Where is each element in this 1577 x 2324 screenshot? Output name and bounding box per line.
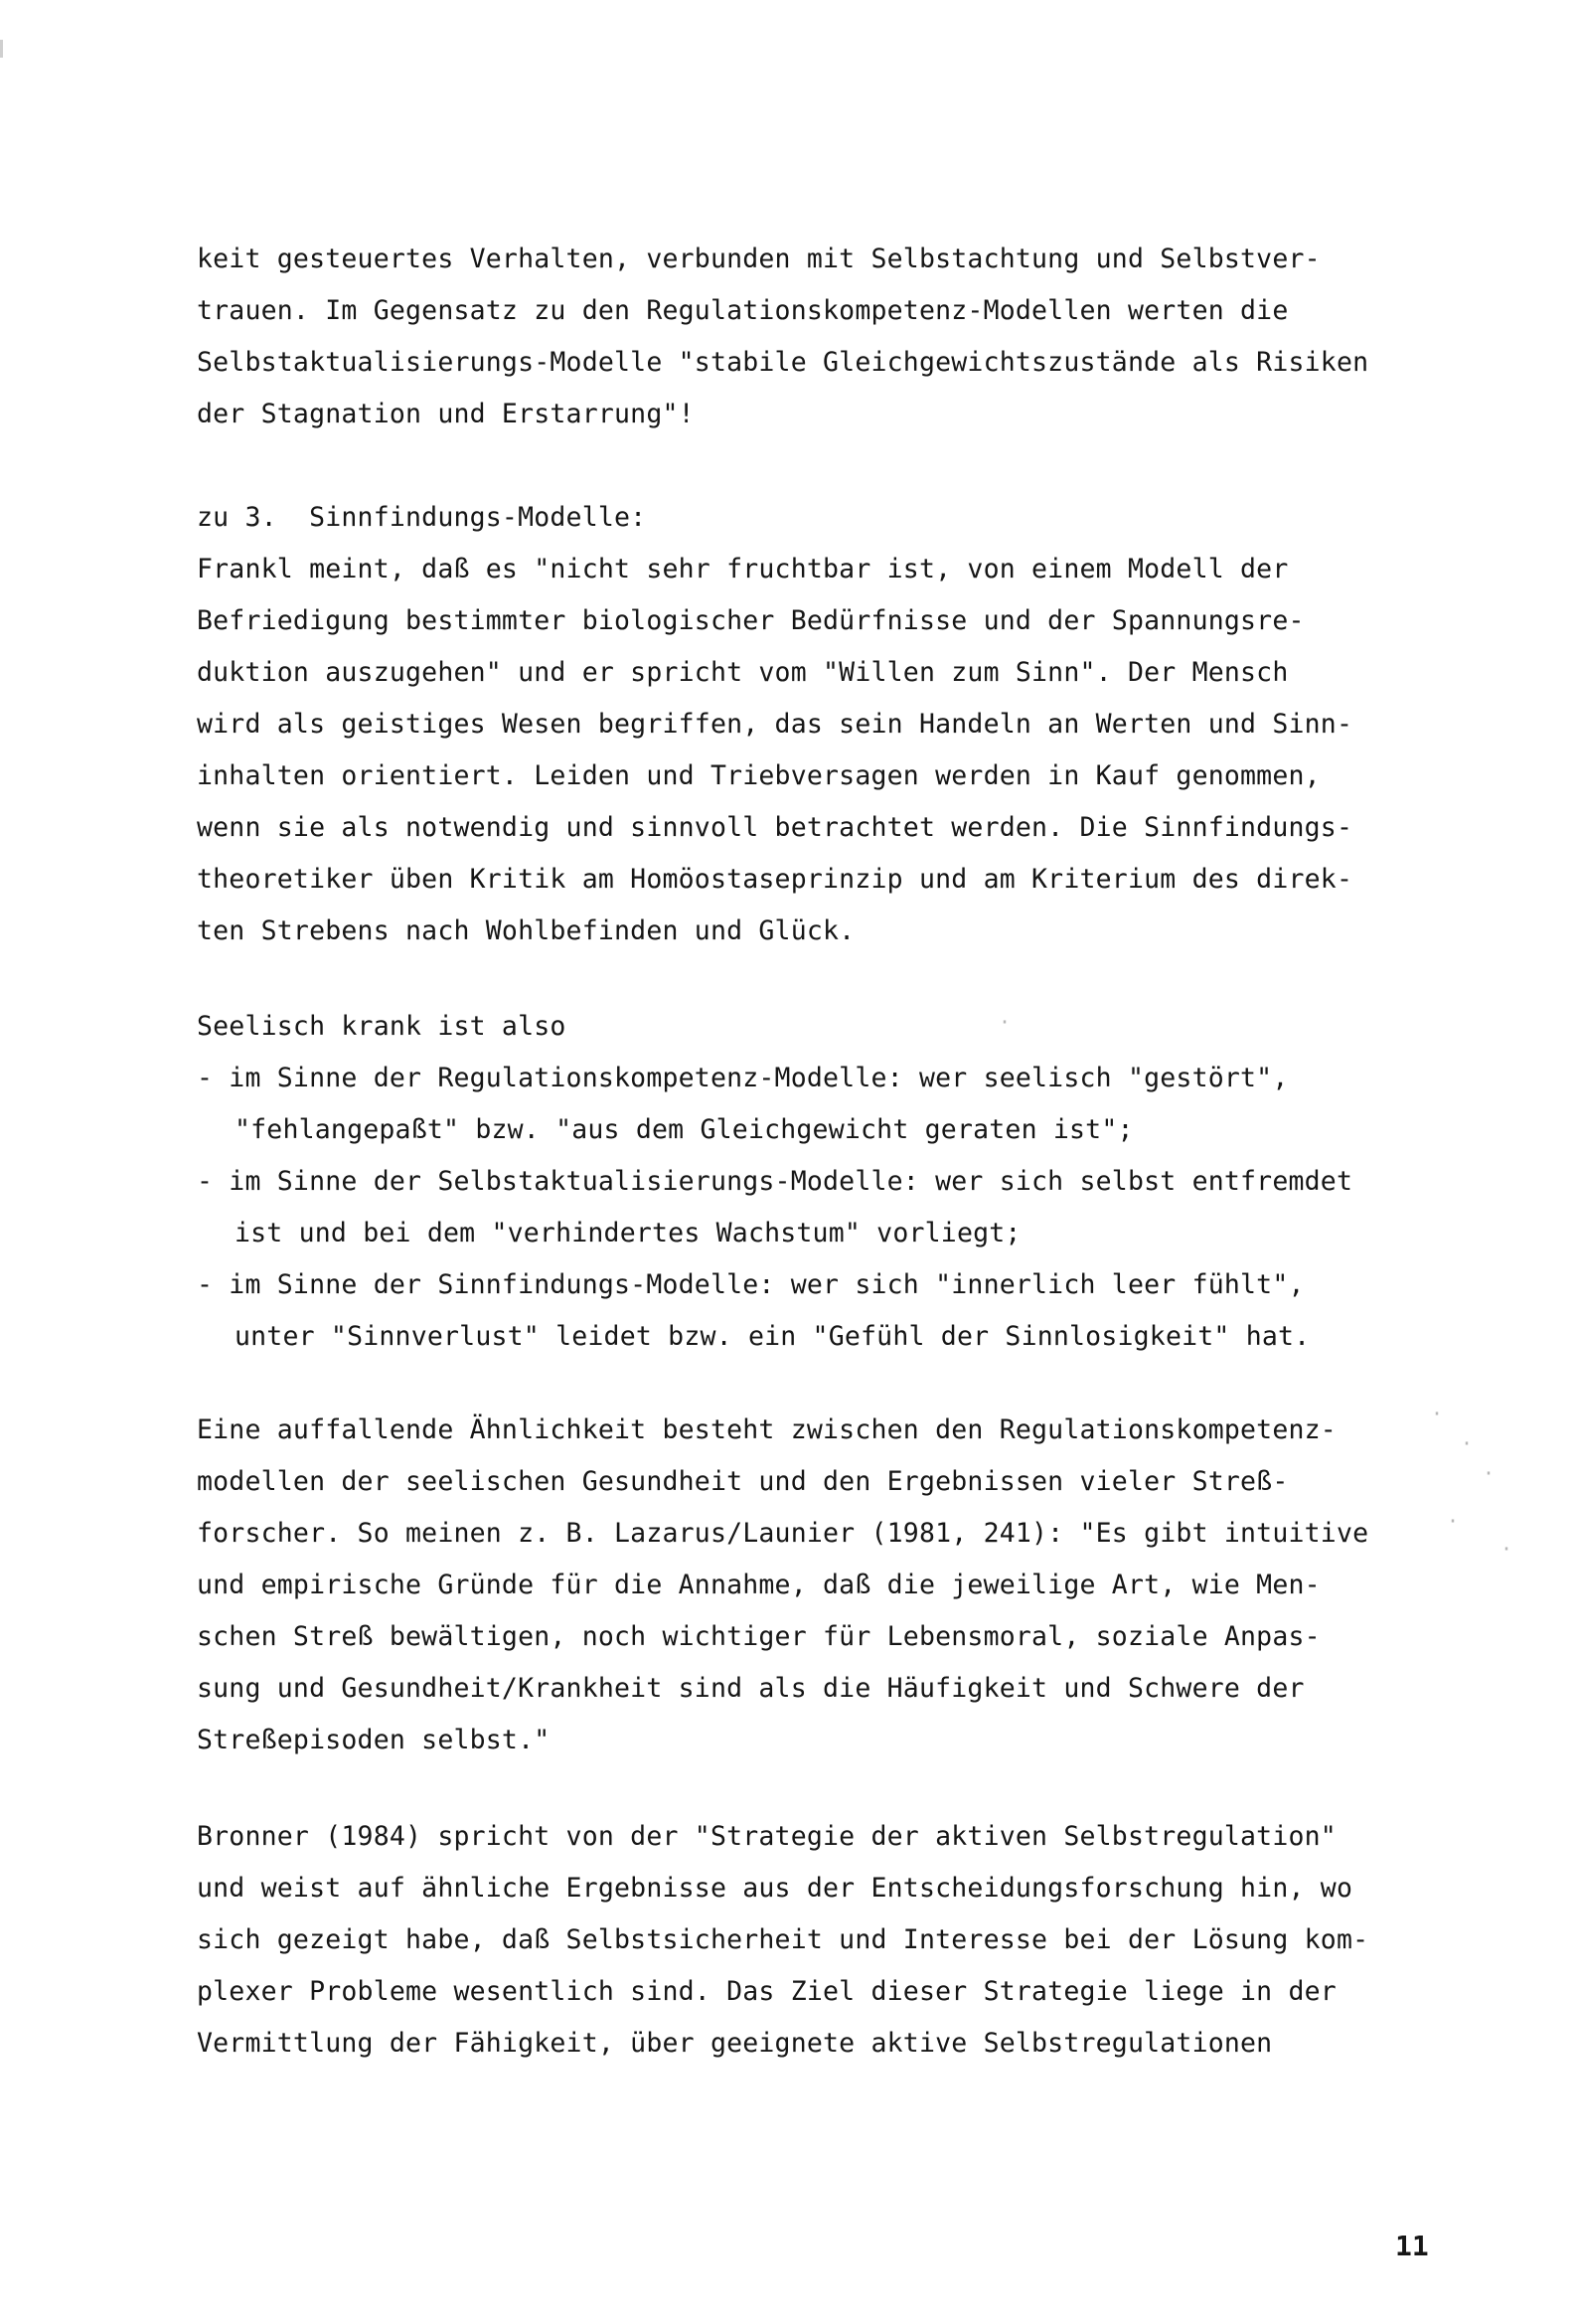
scan-speck: · — [999, 1010, 1012, 1034]
scan-speck: · — [1447, 1509, 1460, 1533]
list-item-continuation: unter "Sinnverlust" leidet bzw. ein "Gefühl der Sinnlosigkeit" hat. — [235, 1321, 1311, 1352]
list-item: - im Sinne der Regulationskompetenz-Modelle: wer seelisch "gestört", — [197, 1063, 1289, 1093]
text-line: Frankl meint, daß es "nicht sehr fruchtbar ist, von einem Modell der — [197, 554, 1289, 584]
list-item: - im Sinne der Selbstaktualisierungs-Modelle: wer sich selbst entfremdet — [197, 1166, 1353, 1197]
text-line: Selbstaktualisierungs-Modelle "stabile Gleichgewichtszustände als Risiken — [197, 347, 1369, 378]
list-item-continuation: ist und bei dem "verhindertes Wachstum" vorliegt; — [235, 1218, 1022, 1248]
page-number: 11 — [1395, 2230, 1429, 2262]
text-line: Bronner (1984) spricht von der "Strategie der aktiven Selbstregulation" — [197, 1821, 1337, 1852]
text-line: schen Streß bewältigen, noch wichtiger für Lebensmoral, soziale Anpas- — [197, 1621, 1321, 1652]
text-line: der Stagnation und Erstarrung"! — [197, 399, 695, 429]
scan-speck: · — [1483, 1461, 1496, 1485]
text-line: keit gesteuertes Verhalten, verbunden mit Selbstachtung und Selbstver- — [197, 244, 1321, 274]
text-line: plexer Probleme wesentlich sind. Das Ziel dieser Strategie liege in der — [197, 1976, 1337, 2007]
scan-speck: · — [1431, 1402, 1444, 1425]
text-line: trauen. Im Gegensatz zu den Regulationskompetenz-Modellen werten die — [197, 295, 1289, 326]
text-line: Streßepisoden selbst." — [197, 1725, 551, 1755]
text-line: und weist auf ähnliche Ergebnisse aus der Entscheidungsforschung hin, wo — [197, 1873, 1353, 1904]
text-line: inhalten orientiert. Leiden und Triebversagen werden in Kauf genommen, — [197, 760, 1321, 791]
text-line: modellen der seelischen Gesundheit und den Ergebnissen vieler Streß- — [197, 1466, 1289, 1497]
text-line: Eine auffallende Ähnlichkeit besteht zwischen den Regulationskompetenz- — [197, 1414, 1337, 1445]
section-heading: zu 3. Sinnfindungs-Modelle: — [197, 502, 647, 533]
text-line: Befriedigung bestimmter biologischer Bedürfnisse und der Spannungsre- — [197, 605, 1305, 636]
text-line: wenn sie als notwendig und sinnvoll betrachtet werden. Die Sinnfindungs- — [197, 812, 1353, 843]
section-heading-block — [197, 492, 1419, 544]
text-line: duktion auszugehen" und er spricht vom "Willen zum Sinn". Der Mensch — [197, 657, 1289, 688]
text-line: ten Strebens nach Wohlbefinden und Glück. — [197, 915, 856, 946]
paragraph-4 — [197, 1811, 1419, 2070]
paragraph-1 — [197, 234, 1419, 440]
list-intro: Seelisch krank ist also — [197, 1011, 566, 1042]
list-item-continuation: "fehlangepaßt" bzw. "aus dem Gleichgewicht geraten ist"; — [235, 1114, 1134, 1145]
text-line: Vermittlung der Fähigkeit, über geeignete aktive Selbstregulationen — [197, 2028, 1273, 2059]
list-item: - im Sinne der Sinnfindungs-Modelle: wer sich "innerlich leer fühlt", — [197, 1269, 1305, 1300]
scan-speck: · — [1500, 1537, 1513, 1561]
scan-edge-mark — [0, 40, 3, 58]
scan-speck: · — [1461, 1431, 1474, 1455]
illness-list — [197, 1001, 1419, 1363]
text-line: sung und Gesundheit/Krankheit sind als die Häufigkeit und Schwere der — [197, 1673, 1305, 1704]
text-line: sich gezeigt habe, daß Selbstsicherheit und Interesse bei der Lösung kom- — [197, 1924, 1369, 1955]
paragraph-2 — [197, 544, 1419, 957]
text-line: wird als geistiges Wesen begriffen, das sein Handeln an Werten und Sinn- — [197, 709, 1353, 740]
text-line: theoretiker üben Kritik am Homöostaseprinzip und am Kriterium des direk- — [197, 864, 1353, 895]
text-line: und empirische Gründe für die Annahme, daß die jeweilige Art, wie Men- — [197, 1570, 1321, 1600]
text-line: forscher. So meinen z. B. Lazarus/Launier (1981, 241): "Es gibt intuitive — [197, 1518, 1369, 1549]
paragraph-3 — [197, 1405, 1419, 1766]
